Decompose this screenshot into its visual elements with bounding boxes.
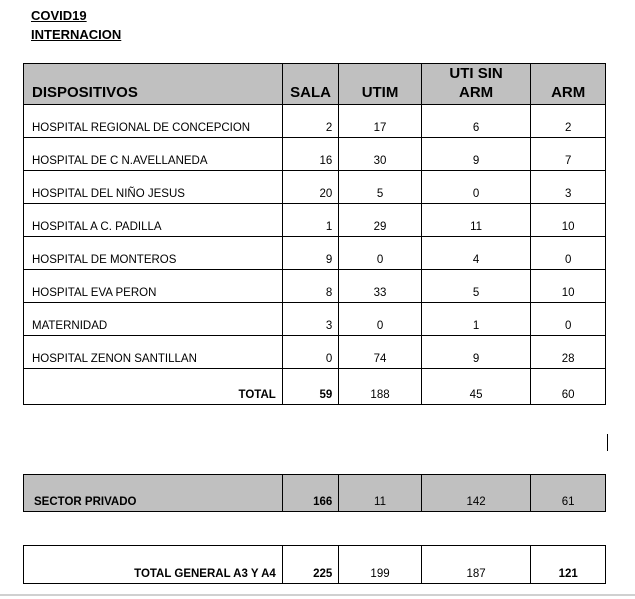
total-row [24, 369, 606, 405]
general-label: TOTAL GENERAL A3 Y A4 [24, 546, 283, 584]
sector-privado-table [23, 474, 606, 512]
general-sala: 225 [282, 546, 339, 584]
header-uti-sin-line1: UTI SIN [449, 65, 503, 82]
sala-value: 0 [282, 336, 339, 369]
arm-value: 2 [531, 105, 606, 138]
uti-sin-arm-value: 1 [421, 303, 531, 336]
privado-arm: 61 [531, 475, 606, 512]
hospital-name: HOSPITAL EVA PERON [24, 270, 283, 303]
uti-sin-arm-value: 11 [421, 204, 531, 237]
sala-value: 8 [282, 270, 339, 303]
privado-utim: 11 [339, 475, 421, 512]
hospital-name: HOSPITAL ZENON SANTILLAN [24, 336, 283, 369]
arm-value: 0 [531, 303, 606, 336]
header-dispositivos: DISPOSITIVOS [24, 64, 283, 105]
header-uti-sin-line2: ARM [458, 84, 494, 101]
utim-value: 33 [339, 270, 421, 303]
bottom-divider [0, 594, 635, 596]
table-row [24, 138, 606, 171]
table-row [24, 105, 606, 138]
header-row [24, 64, 606, 105]
table-row [24, 270, 606, 303]
table-row [24, 336, 606, 369]
sala-value: 3 [282, 303, 339, 336]
sala-value: 2 [282, 105, 339, 138]
hospital-name: HOSPITAL A C. PADILLA [24, 204, 283, 237]
arm-value: 28 [531, 336, 606, 369]
arm-value: 7 [531, 138, 606, 171]
hospital-name: HOSPITAL DE MONTEROS [24, 237, 283, 270]
total-general-table [23, 545, 606, 584]
utim-value: 74 [339, 336, 421, 369]
general-arm: 121 [531, 546, 606, 584]
cell-border-mark [607, 434, 608, 451]
utim-value: 29 [339, 204, 421, 237]
table-row [24, 237, 606, 270]
utim-value: 30 [339, 138, 421, 171]
sala-value: 16 [282, 138, 339, 171]
internacion-table [23, 63, 606, 405]
table-row [24, 303, 606, 336]
utim-value: 0 [339, 237, 421, 270]
total-arm: 60 [531, 369, 606, 405]
table-row [24, 171, 606, 204]
title-internacion: INTERNACION [31, 27, 122, 42]
header-uti-sin-arm [421, 64, 531, 105]
header-sala: SALA [282, 64, 339, 105]
sala-value: 9 [282, 237, 339, 270]
hospital-name: HOSPITAL DE C N.AVELLANEDA [24, 138, 283, 171]
table-row [24, 204, 606, 237]
arm-value: 0 [531, 237, 606, 270]
arm-value: 3 [531, 171, 606, 204]
utim-value: 17 [339, 105, 421, 138]
uti-sin-arm-value: 5 [421, 270, 531, 303]
arm-value: 10 [531, 204, 606, 237]
total-uti-sin-arm: 45 [421, 369, 531, 405]
privado-sala: 166 [282, 475, 339, 512]
hospital-name: HOSPITAL REGIONAL DE CONCEPCION [24, 105, 283, 138]
total-utim: 188 [339, 369, 421, 405]
uti-sin-arm-value: 6 [421, 105, 531, 138]
uti-sin-arm-value: 0 [421, 171, 531, 204]
general-uti-sin-arm: 187 [421, 546, 531, 584]
title-covid19: COVID19 [31, 8, 87, 23]
hospital-name: HOSPITAL DEL NIÑO JESUS [24, 171, 283, 204]
utim-value: 0 [339, 303, 421, 336]
sector-privado-row [24, 475, 606, 512]
hospital-name: MATERNIDAD [24, 303, 283, 336]
total-sala: 59 [282, 369, 339, 405]
utim-value: 5 [339, 171, 421, 204]
uti-sin-arm-value: 9 [421, 138, 531, 171]
header-arm: ARM [531, 64, 606, 105]
uti-sin-arm-value: 4 [421, 237, 531, 270]
privado-label: SECTOR PRIVADO [24, 475, 283, 512]
arm-value: 10 [531, 270, 606, 303]
header-utim: UTIM [339, 64, 421, 105]
uti-sin-arm-value: 9 [421, 336, 531, 369]
sala-value: 20 [282, 171, 339, 204]
general-utim: 199 [339, 546, 421, 584]
total-general-row [24, 546, 606, 584]
total-label: TOTAL [24, 369, 283, 405]
sala-value: 1 [282, 204, 339, 237]
privado-uti-sin-arm: 142 [421, 475, 531, 512]
